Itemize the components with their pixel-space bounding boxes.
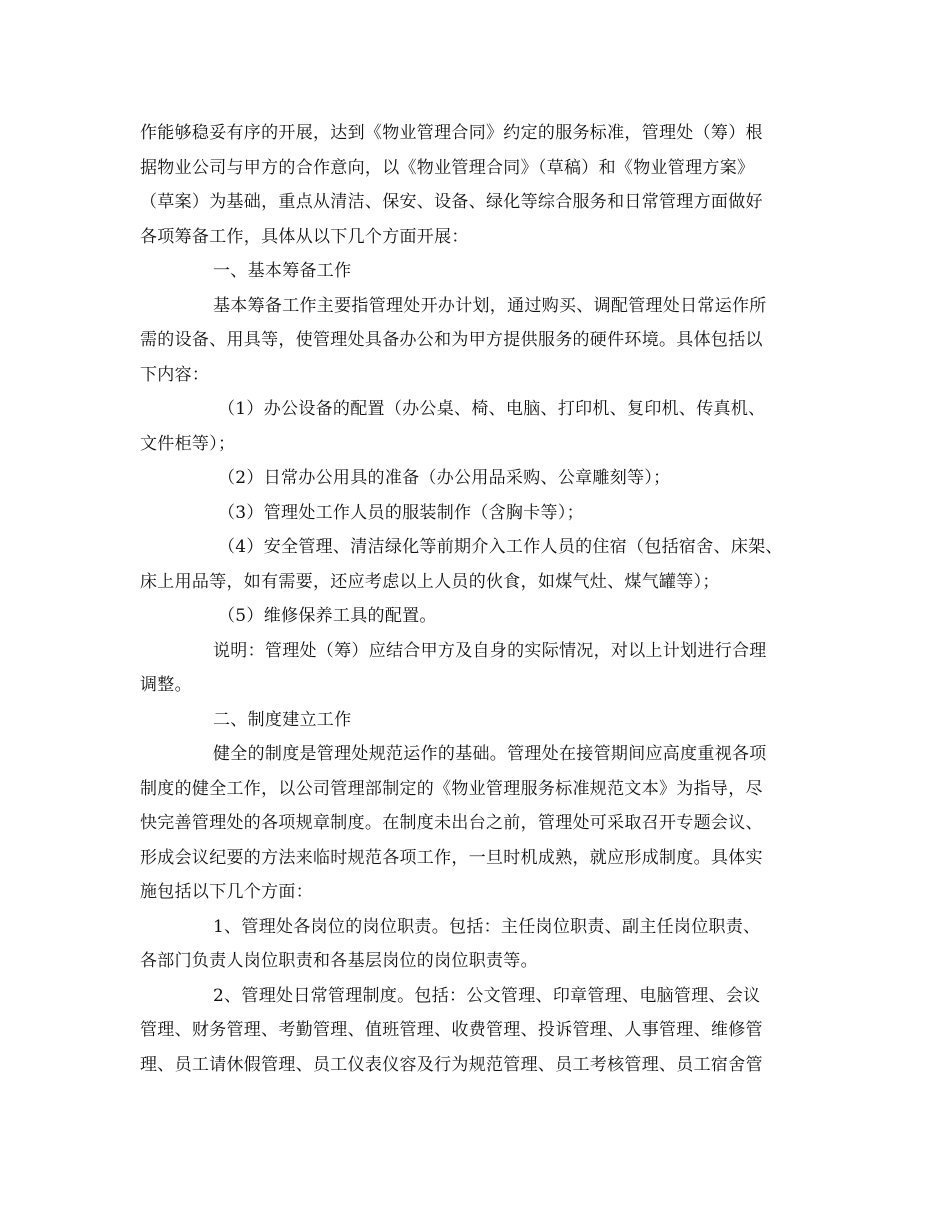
- paragraph-line: 据物业公司与甲方的合作意向，以《物业管理合同》（草稿）和《物业管理方案》: [140, 157, 755, 178]
- list-item-continuation: 文件柜等）；: [140, 433, 236, 454]
- paragraph-line: （草案）为基础，重点从清洁、保安、设备、绿化等综合服务和日常管理方面做好: [140, 192, 763, 212]
- list-item: （5）维修保养工具的配置。: [218, 606, 437, 626]
- numbered-item: 2、管理处日常管理制度。包括：公文管理、印章管理、电脑管理、会议: [213, 985, 761, 1006]
- list-item: （3）管理处工作人员的服装制作（含胸卡等）；: [218, 502, 584, 523]
- list-item-continuation: 床上用品等，如有需要，还应考虑以上人员的伙食，如煤气灶、煤气罐等）；: [140, 571, 720, 592]
- paragraph-line: 作能够稳妥有序的开展，达到《物业管理合同》约定的服务标准，管理处（筹）根: [140, 123, 763, 143]
- numbered-item-continuation: 各部门负责人岗位职责和各基层岗位的岗位职责等。: [140, 951, 538, 971]
- section-heading-system-building: 二、制度建立工作: [213, 709, 352, 730]
- note-continuation: 调整。: [140, 675, 192, 695]
- numbered-item: 1、管理处各岗位的岗位职责。包括：主任岗位职责、副主任岗位职责、: [213, 916, 761, 937]
- paragraph-line: 形成会议纪要的方法来临时规范各项工作，一旦时机成熟，就应形成制度。具体实: [140, 847, 763, 868]
- paragraph-line: 基本筹备工作主要指管理处开办计划，通过购买、调配管理处日常运作所: [213, 295, 767, 316]
- paragraph-line: 制度的健全工作，以公司管理部制定的《物业管理服务标准规范文本》为指导，尽: [140, 778, 763, 799]
- list-item: （4）安全管理、清洁绿化等前期介入工作人员的住宿（包括宿舍、床架、: [218, 537, 783, 557]
- numbered-item-continuation: 理、员工请休假管理、员工仪表仪容及行为规范管理、员工考核管理、员工宿舍管: [140, 1054, 763, 1075]
- list-item: （1）办公设备的配置（办公桌、椅、电脑、打印机、复印机、传真机、: [218, 399, 766, 419]
- paragraph-line: 各项筹备工作，具体从以下几个方面开展：: [140, 226, 469, 247]
- paragraph-line: 健全的制度是管理处规范运作的基础。管理处在接管期间应高度重视各项: [213, 744, 767, 764]
- list-item: （2）日常办公用具的准备（办公用品采购、公章雕刻等）；: [218, 468, 671, 488]
- paragraph-line: 需的设备、用具等，使管理处具备办公和为甲方提供服务的硬件环境。具体包括以: [140, 330, 763, 350]
- paragraph-line: 下内容：: [140, 364, 210, 385]
- note-line: 说明：管理处（筹）应结合甲方及自身的实际情况，对以上计划进行合理: [213, 640, 767, 661]
- paragraph-line: 快完善管理处的各项规章制度。在制度未出台之前，管理处可采取召开专题会议、: [140, 813, 763, 833]
- section-heading-basic-preparation: 一、基本筹备工作: [213, 261, 352, 281]
- paragraph-line: 施包括以下几个方面：: [140, 882, 313, 902]
- document-body: [140, 116, 830, 1082]
- numbered-item-continuation: 管理、财务管理、考勤管理、值班管理、收费管理、投诉管理、人事管理、维修管: [140, 1020, 763, 1040]
